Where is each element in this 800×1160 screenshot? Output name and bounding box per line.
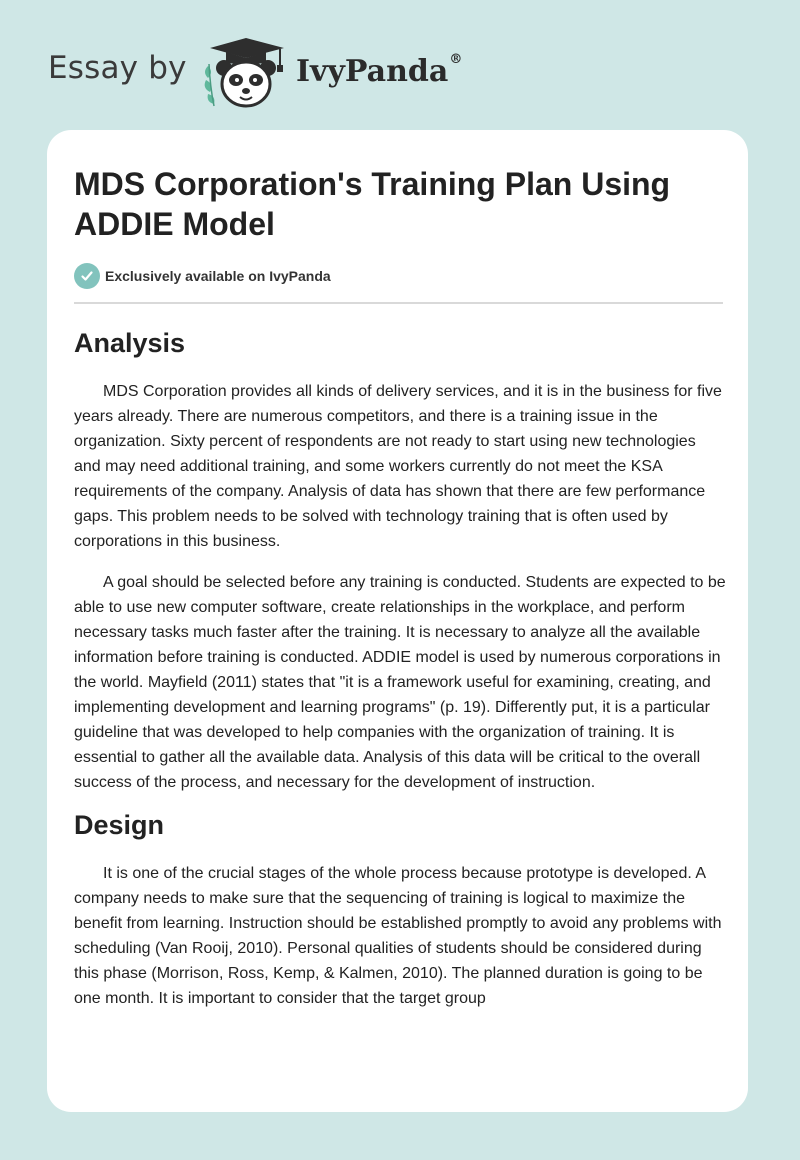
brand-text: IvyPanda: [296, 54, 449, 89]
essay-by-label: Essay by: [48, 50, 187, 86]
registered-mark: ®: [449, 52, 463, 67]
brand-name: [296, 54, 462, 89]
site-header: [0, 0, 800, 130]
exclusive-label: Exclusively available on IvyPanda: [105, 268, 331, 284]
article-card: [47, 130, 748, 1112]
panda-logo-icon: [200, 36, 296, 110]
article-body: [74, 324, 726, 1011]
analysis-paragraph-2: A goal should be selected before any training is conducted. Students are expected to be able to use new computer software, create relationships in the workplace, and perform necessary tasks much faster after the training. It is necessary to analyze all the available information before training is conducted. ADDIE model is used by numerous corporations in the world. Mayfield (2011) states that "it is a framework useful for examining, creating, and implementing development and learning programs" (p. 19). Differently put, it is a particular guideline that was developed to help companies with the organization of training. It is essential to gather all the available data. Analysis of this data will be critical to the overall success of the process, and necessary for the development of instruction.: [74, 574, 726, 791]
title-divider: [74, 302, 723, 304]
section-heading-analysis: Analysis: [74, 328, 186, 358]
article-title: MDS Corporation's Training Plan Using ADDIE Model: [74, 166, 671, 242]
analysis-paragraph-1: MDS Corporation provides all kinds of delivery services, and it is in the business for five years already. There are numerous competitors, and there is a training issue in the organization. Sixty percent of respondents are not ready to start using new technologies and may need additional training, and some workers currently do not meet the KSA requirements of the company. Analysis of data has shown that there are few performance gaps. This problem needs to be solved with technology training that is often used by corporations in this business.: [74, 383, 722, 550]
design-paragraph-1: It is one of the crucial stages of the whole process because prototype is developed. A company needs to make sure that the sequencing of training is logical to maximize the benefit from learning. Instruction should be established promptly to avoid any problems with scheduling (Van Rooij, 2010). Personal qualities of students should be considered during this phase (Morrison, Ross, Kemp, & Kalmen, 2010). The planned duration is going to be one month. It is important to consider that the target group: [74, 865, 722, 1007]
check-icon: [74, 263, 100, 289]
exclusive-badge: [74, 263, 331, 289]
section-heading-design: Design: [74, 810, 165, 840]
